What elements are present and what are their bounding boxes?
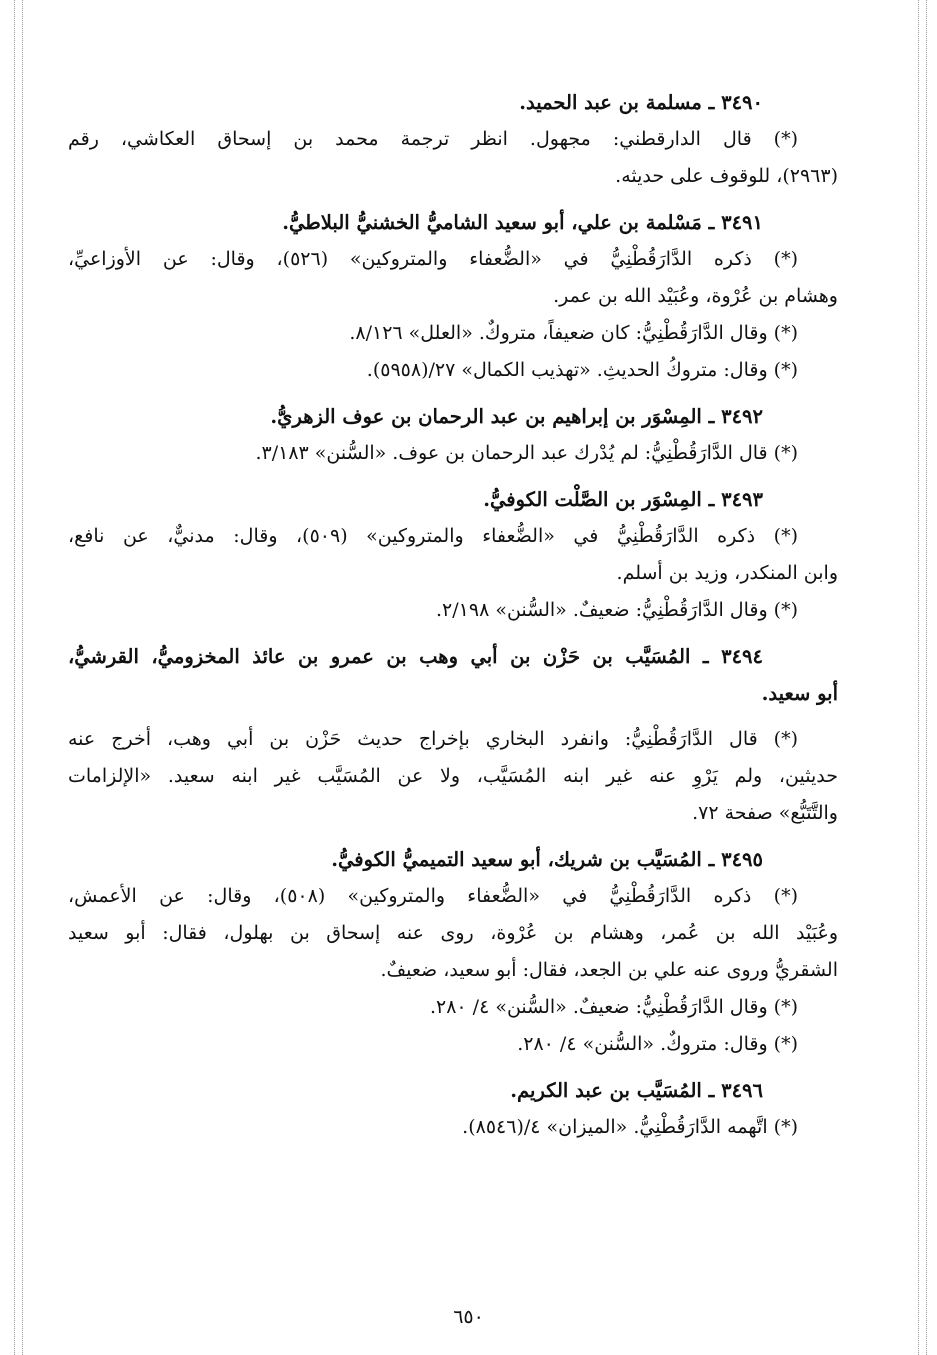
entry-heading: ٣٤٩٠ ـ مسلمة بن عبد الحميد. xyxy=(519,91,763,114)
note-line: (*) قال الدارقطني: مجهول. انظر ترجمة محمد بن إسحاق العكاشي، رقم xyxy=(68,128,798,150)
note-line: (*) وقال الدَّارَقُطْنِيُّ: ضعيفٌ. «السُّنن» ٢/١٩٨. xyxy=(436,599,798,621)
note-line: وابن المنكدر، وزيد بن أسلم. xyxy=(616,562,838,584)
entry-heading: ٣٤٩٥ ـ المُسَيَّب بن شريك، أبو سعيد التميميُّ الكوفيُّ. xyxy=(331,848,763,871)
entry-heading: ٣٤٩٦ ـ المُسَيَّب بن عبد الكريم. xyxy=(510,1079,763,1102)
scan-margin-line xyxy=(918,0,919,1355)
note-line: (*) اتَّهمه الدَّارَقُطْنِيُّ. «الميزان» ٤/(٨٥٤٦). xyxy=(462,1116,798,1138)
entry-heading: ٣٤٩١ ـ مَسْلمة بن علي، أبو سعيد الشاميُّ الخشنيُّ البلاطيُّ. xyxy=(282,211,763,234)
scan-margin-line xyxy=(22,0,23,1355)
note-line: (*) قال الدَّارَقُطْنِيُّ: لم يُدْرك عبد الرحمان بن عوف. «السُّنن» ٣/١٨٣. xyxy=(255,442,798,464)
entry-heading: ٣٤٩٤ ـ المُسَيَّب بن حَزْن بن أبي وهب بن عمرو بن عائذ المخزوميُّ، القرشيُّ، xyxy=(68,645,763,668)
note-line: (*) وقال الدَّارَقُطْنِيُّ: كان ضعيفاً، متروكٌ. «العلل» ٨/١٢٦. xyxy=(349,322,798,344)
page-number: ٦٥٠ xyxy=(453,1306,484,1328)
scan-margin-line xyxy=(14,0,15,1355)
note-line: (٢٩٦٣)، للوقوف على حديثه. xyxy=(615,165,838,187)
note-line: حديثين، ولم يَرْوِ عنه غير ابنه المُسَيَّب، ولا عن المُسَيَّب غير ابنه سعيد. «الإلزامات xyxy=(68,765,838,787)
scan-margin-line xyxy=(926,0,927,1355)
note-line: (*) وقال الدَّارَقُطْنِيُّ: ضعيفٌ. «السُّنن» ٤/ ٢٨٠. xyxy=(429,996,798,1018)
note-line: (*) قال الدَّارَقُطْنِيُّ: وانفرد البخاري بإخراج حديث حَزْن بن أبي وهب، أخرج عنه xyxy=(68,728,798,750)
note-line: الشقريُّ وروى عنه علي بن الجعد، فقال: أبو سعيد، ضعيفٌ. xyxy=(380,959,838,981)
note-line: وهشام بن عُرْوة، وعُبَيْد الله بن عمر. xyxy=(553,285,838,307)
note-line: (*) ذكره الدَّارَقُطْنِيُّ في «الضُّعفاء والمتروكين» (٥٢٦)، وقال: عن الأوزاعيِّ، xyxy=(68,248,798,270)
note-line: (*) وقال: متروكُ الحديثِ. «تهذيب الكمال» ٢٧/(٥٩٥٨). xyxy=(366,359,798,381)
entry-heading: ٣٤٩٢ ـ المِسْوَر بن إبراهيم بن عبد الرحمان بن عوف الزهريُّ. xyxy=(270,405,763,428)
entry-heading-continued: أبو سعيد. xyxy=(761,682,838,705)
note-line: وعُبَيْد الله بن عُمر، وهشام بن عُرْوة، روى عنه إسحاق بن بهلول، فقال: أبو سعيد xyxy=(68,922,838,944)
entry-heading: ٣٤٩٣ ـ المِسْوَر بن الصَّلْت الكوفيُّ. xyxy=(483,488,763,511)
note-line: (*) ذكره الدَّارَقُطْنِيُّ في «الضُّعفاء والمتروكين» (٥٠٩)، وقال: مدنيٌّ، عن نافع، xyxy=(68,525,798,547)
page-body xyxy=(68,84,838,1146)
note-line: (*) وقال: متروكٌ. «السُّنن» ٤/ ٢٨٠. xyxy=(517,1033,798,1055)
note-line: والتَّتَبُّع» صفحة ٧٢. xyxy=(692,802,838,824)
note-line: (*) ذكره الدَّارَقُطْنِيُّ في «الضُّعفاء والمتروكين» (٥٠٨)، وقال: عن الأعمش، xyxy=(68,885,798,907)
